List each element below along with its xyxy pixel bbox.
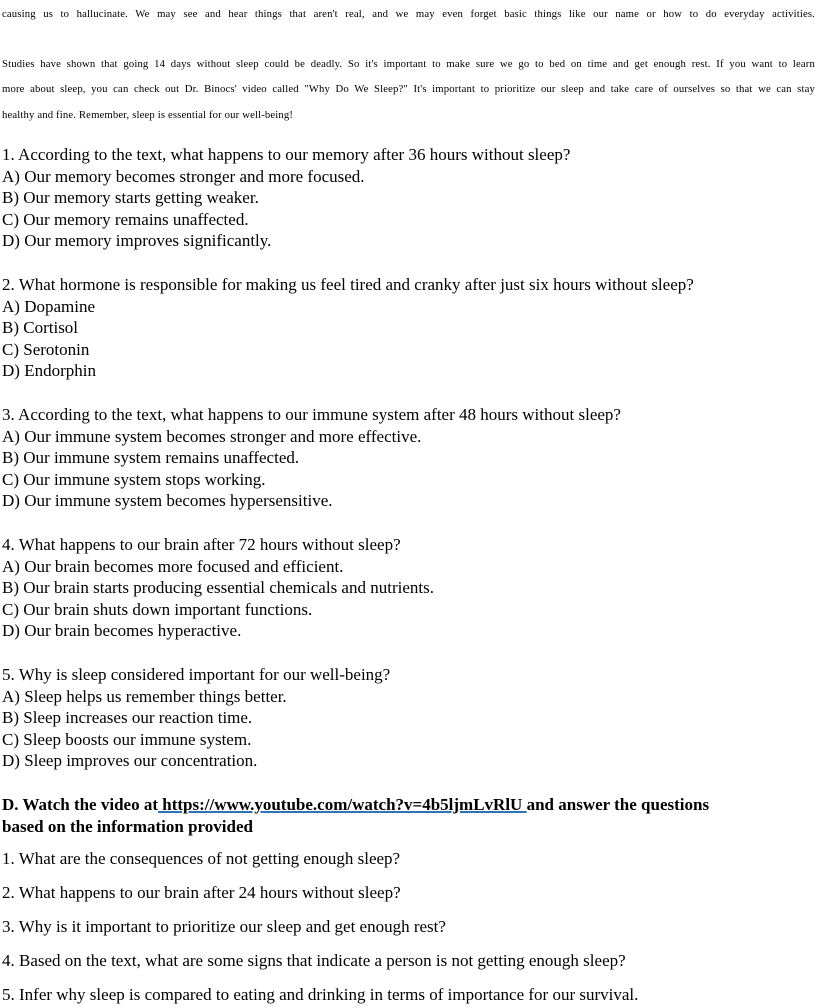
- option-a: A) Our immune system becomes stronger and more effective.: [2, 426, 422, 446]
- section-d-suffix: and answer the questions: [526, 795, 710, 814]
- youtube-video-link[interactable]: https://www.youtube.com/watch?v=4b5ljmLvRlU: [158, 795, 527, 814]
- option-c: C) Sleep boosts our immune system.: [2, 729, 252, 749]
- option-d: D) Our immune system becomes hypersensitive.: [2, 491, 333, 510]
- option-b: B) Our memory starts getting weaker.: [2, 188, 259, 207]
- option-c: C) Our immune system stops working.: [2, 469, 266, 489]
- option-a: A) Our brain becomes more focused and efficient.: [2, 556, 344, 576]
- mcq-question-4: [2, 534, 815, 642]
- option-b: B) Our brain starts producing essential chemicals and nutrients.: [2, 578, 434, 597]
- intro-paragraph-1: [2, 2, 815, 28]
- multiple-choice-section: [2, 144, 815, 772]
- option-d: D) Endorphin: [2, 361, 96, 380]
- section-d-line-2: based on the information provided: [2, 817, 253, 836]
- option-d: D) Our memory improves significantly.: [2, 231, 272, 250]
- option-c: C) Our brain shuts down important functions.: [2, 599, 313, 619]
- paragraph-line: Studies have shown that going 14 days without sleep could be deadly. So it's important to make sure we go to bed on time and get enough rest. If you want to learn: [2, 57, 815, 70]
- question-stem: 1. According to the text, what happens to our memory after 36 hours without sleep?: [2, 145, 571, 164]
- open-question-2: 2. What happens to our brain after 24 hours without sleep?: [2, 883, 401, 902]
- option-b: B) Our immune system remains unaffected.: [2, 448, 300, 467]
- open-question-4: 4. Based on the text, what are some signs that indicate a person is not getting enough sleep?: [2, 951, 626, 970]
- mcq-question-2: [2, 274, 815, 382]
- option-c: C) Our memory remains unaffected.: [2, 209, 249, 229]
- option-a: A) Dopamine: [2, 296, 96, 316]
- question-stem: 2. What hormone is responsible for making us feel tired and cranky after just six hours without sleep?: [2, 275, 694, 294]
- mcq-question-3: [2, 404, 815, 512]
- option-d: D) Sleep improves our concentration.: [2, 751, 258, 770]
- open-question-1: 1. What are the consequences of not getting enough sleep?: [2, 849, 401, 868]
- section-d-heading: [2, 794, 815, 838]
- option-d: D) Our brain becomes hyperactive.: [2, 621, 242, 640]
- option-a: A) Sleep helps us remember things better.: [2, 686, 287, 706]
- intro-paragraph-2: [2, 52, 815, 129]
- paragraph-line: healthy and fine. Remember, sleep is essential for our well-being!: [2, 108, 294, 121]
- open-question-5: 5. Infer why sleep is compared to eating and drinking in terms of importance for our survival.: [2, 985, 639, 1004]
- option-a: A) Our memory becomes stronger and more focused.: [2, 166, 365, 186]
- section-d-line-1: [2, 794, 815, 816]
- paragraph-line: more about sleep, you can check out Dr. Binocs' video called "Why Do We Sleep?" It's important to prioritize our sleep and take care of ourselves so that we can stay: [2, 83, 815, 95]
- intro-paragraphs: [2, 2, 815, 128]
- mcq-question-1: [2, 144, 815, 252]
- option-c: C) Serotonin: [2, 339, 90, 359]
- section-d-prefix: D. Watch the video at: [2, 795, 158, 814]
- open-question-3: 3. Why is it important to prioritize our sleep and get enough rest?: [2, 917, 446, 936]
- question-stem: 5. Why is sleep considered important for our well-being?: [2, 665, 391, 684]
- option-b: B) Cortisol: [2, 318, 79, 337]
- question-stem: 3. According to the text, what happens to our immune system after 48 hours without sleep?: [2, 405, 621, 424]
- option-b: B) Sleep increases our reaction time.: [2, 708, 253, 727]
- question-stem: 4. What happens to our brain after 72 hours without sleep?: [2, 535, 401, 554]
- open-questions-section: [2, 849, 815, 1005]
- paragraph-line: causing us to hallucinate. We may see and hear things that aren't real, and we may even forget basic things like our name or how to do everyday activities.: [2, 8, 815, 20]
- mcq-question-5: [2, 664, 815, 772]
